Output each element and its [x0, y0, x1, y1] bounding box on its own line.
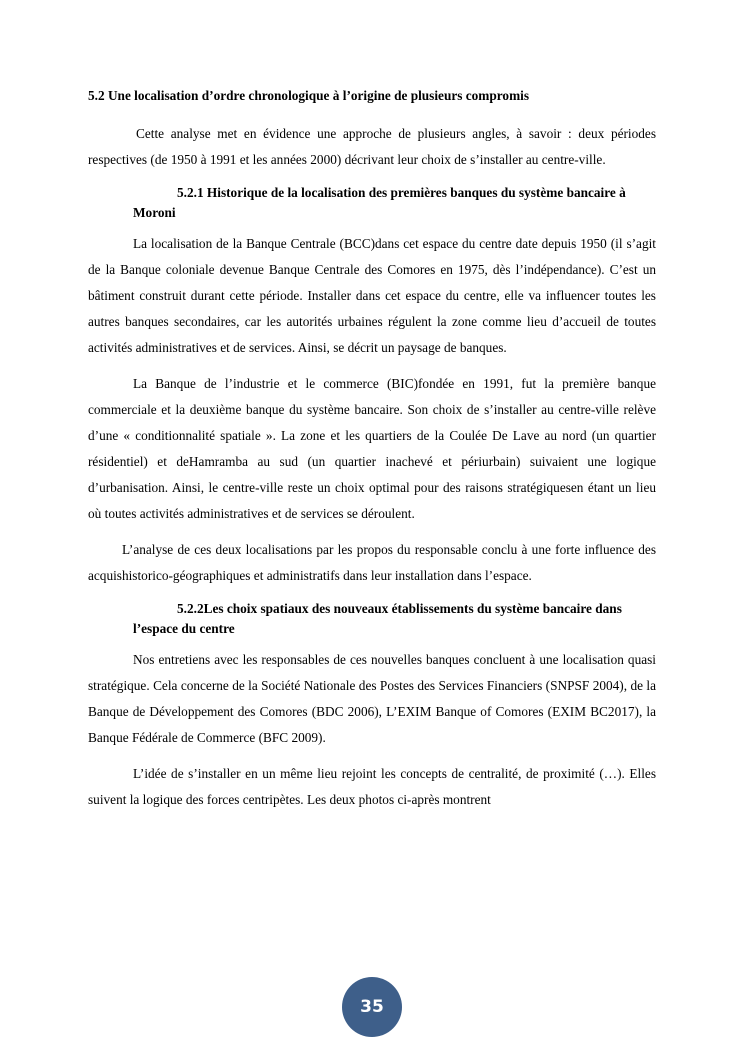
- subsection-heading-5-2-2: 5.2.2Les choix spatiaux des nouveaux établissements du système bancaire dans l’espace du centre: [133, 601, 622, 636]
- paragraph-bcc: La localisation de la Banque Centrale (BCC)dans cet espace du centre date depuis 1950 (il s’agit de la Banque coloniale devenue Banque Centrale des Comores en 1975, dès l’indépendance). C’est un bâtiment construit durant cette période. Installer dans cet espace du centre, elle va influencer toutes les autres banques secondaires, car les autorités urbaines régulent la zone comme lieu d’accueil de toutes activités administratives et de services. Ainsi, se décrit un paysage de banques.: [88, 236, 656, 355]
- paragraph-bic: La Banque de l’industrie et le commerce (BIC)fondée en 1991, fut la première banque commerciale et la deuxième banque du système bancaire. Son choix de s’installer au centre-ville relève d’une « conditionnalité spatiale ». La zone et les quartiers de la Coulée De Lave au nord (un quartier résidentiel) et deHamramba au sud (un quartier inachevé et périurbain) suivaient une logique d’urbanisation. Ainsi, le centre-ville reste un choix optimal pour des raisons stratégiquesen étant un lieu où toutes activités administratives et de services se déroulent.: [88, 376, 656, 521]
- paragraph-analysis: L’analyse de ces deux localisations par les propos du responsable conclu à une forte influence des acquishistorico-géographiques et administratifs dans leur installation dans l’espace.: [88, 542, 656, 583]
- section-heading: 5.2 Une localisation d’ordre chronologique à l’origine de plusieurs compromis: [88, 88, 530, 103]
- paragraph-centrality: L’idée de s’installer en un même lieu rejoint les concepts de centralité, de proximité (…). Elles suivent la logique des forces centripètes. Les deux photos ci-après montrent: [88, 766, 656, 807]
- page-number-badge: 35: [342, 977, 402, 1037]
- paragraph-new-banks: Nos entretiens avec les responsables de ces nouvelles banques concluent à une localisation quasi stratégique. Cela concerne de la Société Nationale des Postes des Services Financiers (SNPSF 2004), de la Banque de Développement des Comores (BDC 2006), L’EXIM Banque of Comores (EXIM BC2017), la Banque Fédérale de Commerce (BFC 2009).: [88, 652, 656, 745]
- document-page: [88, 86, 656, 813]
- intro-paragraph: Cette analyse met en évidence une approche de plusieurs angles, à savoir : deux périodes respectives (de 1950 à 1991 et les années 2000) décrivant leur choix de s’installer au centre-ville.: [88, 126, 656, 167]
- subsection-heading-5-2-1: 5.2.1 Historique de la localisation des premières banques du système bancaire à Moroni: [133, 185, 626, 220]
